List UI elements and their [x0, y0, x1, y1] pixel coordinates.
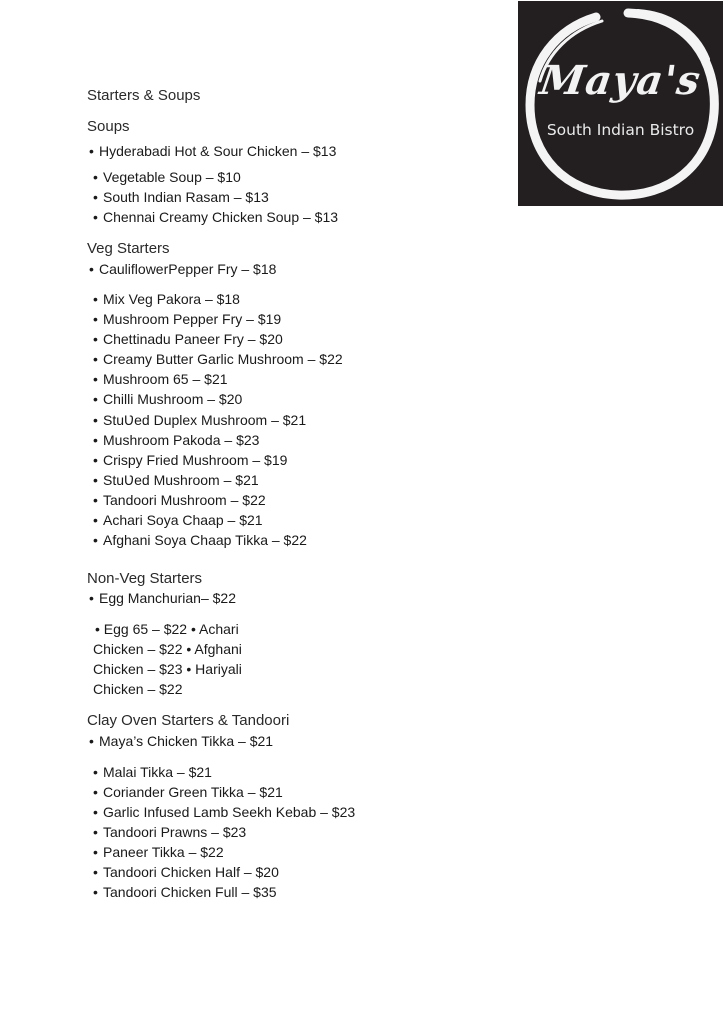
menu-item: • Tandoori Chicken Half – $20 — [93, 864, 279, 880]
menu-item-line: • Egg 65 – $22 • Achari — [95, 621, 239, 637]
section-title-veg-starters: Veg Starters — [87, 240, 170, 257]
menu-item: • Egg Manchurian– $22 — [89, 590, 236, 606]
menu-item: • Chettinadu Paneer Fry – $20 — [93, 331, 283, 347]
section-title-non-veg-starters: Non-Veg Starters — [87, 570, 203, 587]
menu-item: • Chennai Creamy Chicken Soup – $13 — [93, 209, 339, 225]
menu-item: • Mushroom Pepper Fry – $19 — [93, 311, 282, 327]
menu-item: • South Indian Rasam – $13 — [93, 189, 269, 205]
menu-item-line: Chicken – $22 — [93, 681, 183, 697]
restaurant-logo — [518, 1, 723, 206]
menu-item: • Tandoori Chicken Full – $35 — [93, 884, 277, 900]
menu-item: • Mix Veg Pakora – $18 — [93, 291, 240, 307]
menu-item: • Achari Soya Chaap – $21 — [93, 512, 263, 528]
menu-item: • Tandoori Mushroom – $22 — [93, 492, 266, 508]
logo-subtitle: South Indian Bistro — [546, 121, 695, 139]
menu-item: • CauliflowerPepper Fry – $18 — [89, 261, 277, 277]
menu-item: • Tandoori Prawns – $23 — [93, 824, 247, 840]
menu-item: • Chilli Mushroom – $20 — [93, 391, 243, 407]
menu-item: • Afghani Soya Chaap Tikka – $22 — [93, 532, 307, 548]
menu-item: • Garlic Infused Lamb Seekh Kebab – $23 — [93, 804, 356, 820]
menu-item-wrapped-block — [93, 619, 263, 699]
menu-item: • StuƲed Duplex Mushroom – $21 — [93, 412, 307, 428]
section-title-clay-oven: Clay Oven Starters & Tandoori — [87, 712, 290, 729]
menu-item: • Mushroom Pakoda – $23 — [93, 432, 260, 448]
menu-item: • Mushroom 65 – $21 — [93, 371, 228, 387]
menu-item: • Vegetable Soup – $10 — [93, 169, 241, 185]
menu-item: • Maya’s Chicken Tikka – $21 — [89, 733, 274, 749]
section-title-soups: Soups — [87, 118, 130, 135]
logo-name: Maya's — [537, 57, 704, 104]
menu-item: • Coriander Green Tikka – $21 — [93, 784, 283, 800]
menu-item: • Crispy Fried Mushroom – $19 — [93, 452, 288, 468]
menu-item: • Malai Tikka – $21 — [93, 764, 212, 780]
menu-item-line: Chicken – $23 • Hariyali — [93, 661, 242, 677]
menu-item-line: Chicken – $22 • Afghani — [93, 641, 242, 657]
menu-item: • Paneer Tikka – $22 — [93, 844, 224, 860]
menu-item: • StuƲed Mushroom – $21 — [93, 472, 259, 488]
page-title: Starters & Soups — [87, 87, 201, 104]
menu-item: • Creamy Butter Garlic Mushroom – $22 — [93, 351, 343, 367]
menu-item: • Hyderabadi Hot & Sour Chicken – $13 — [89, 143, 337, 159]
